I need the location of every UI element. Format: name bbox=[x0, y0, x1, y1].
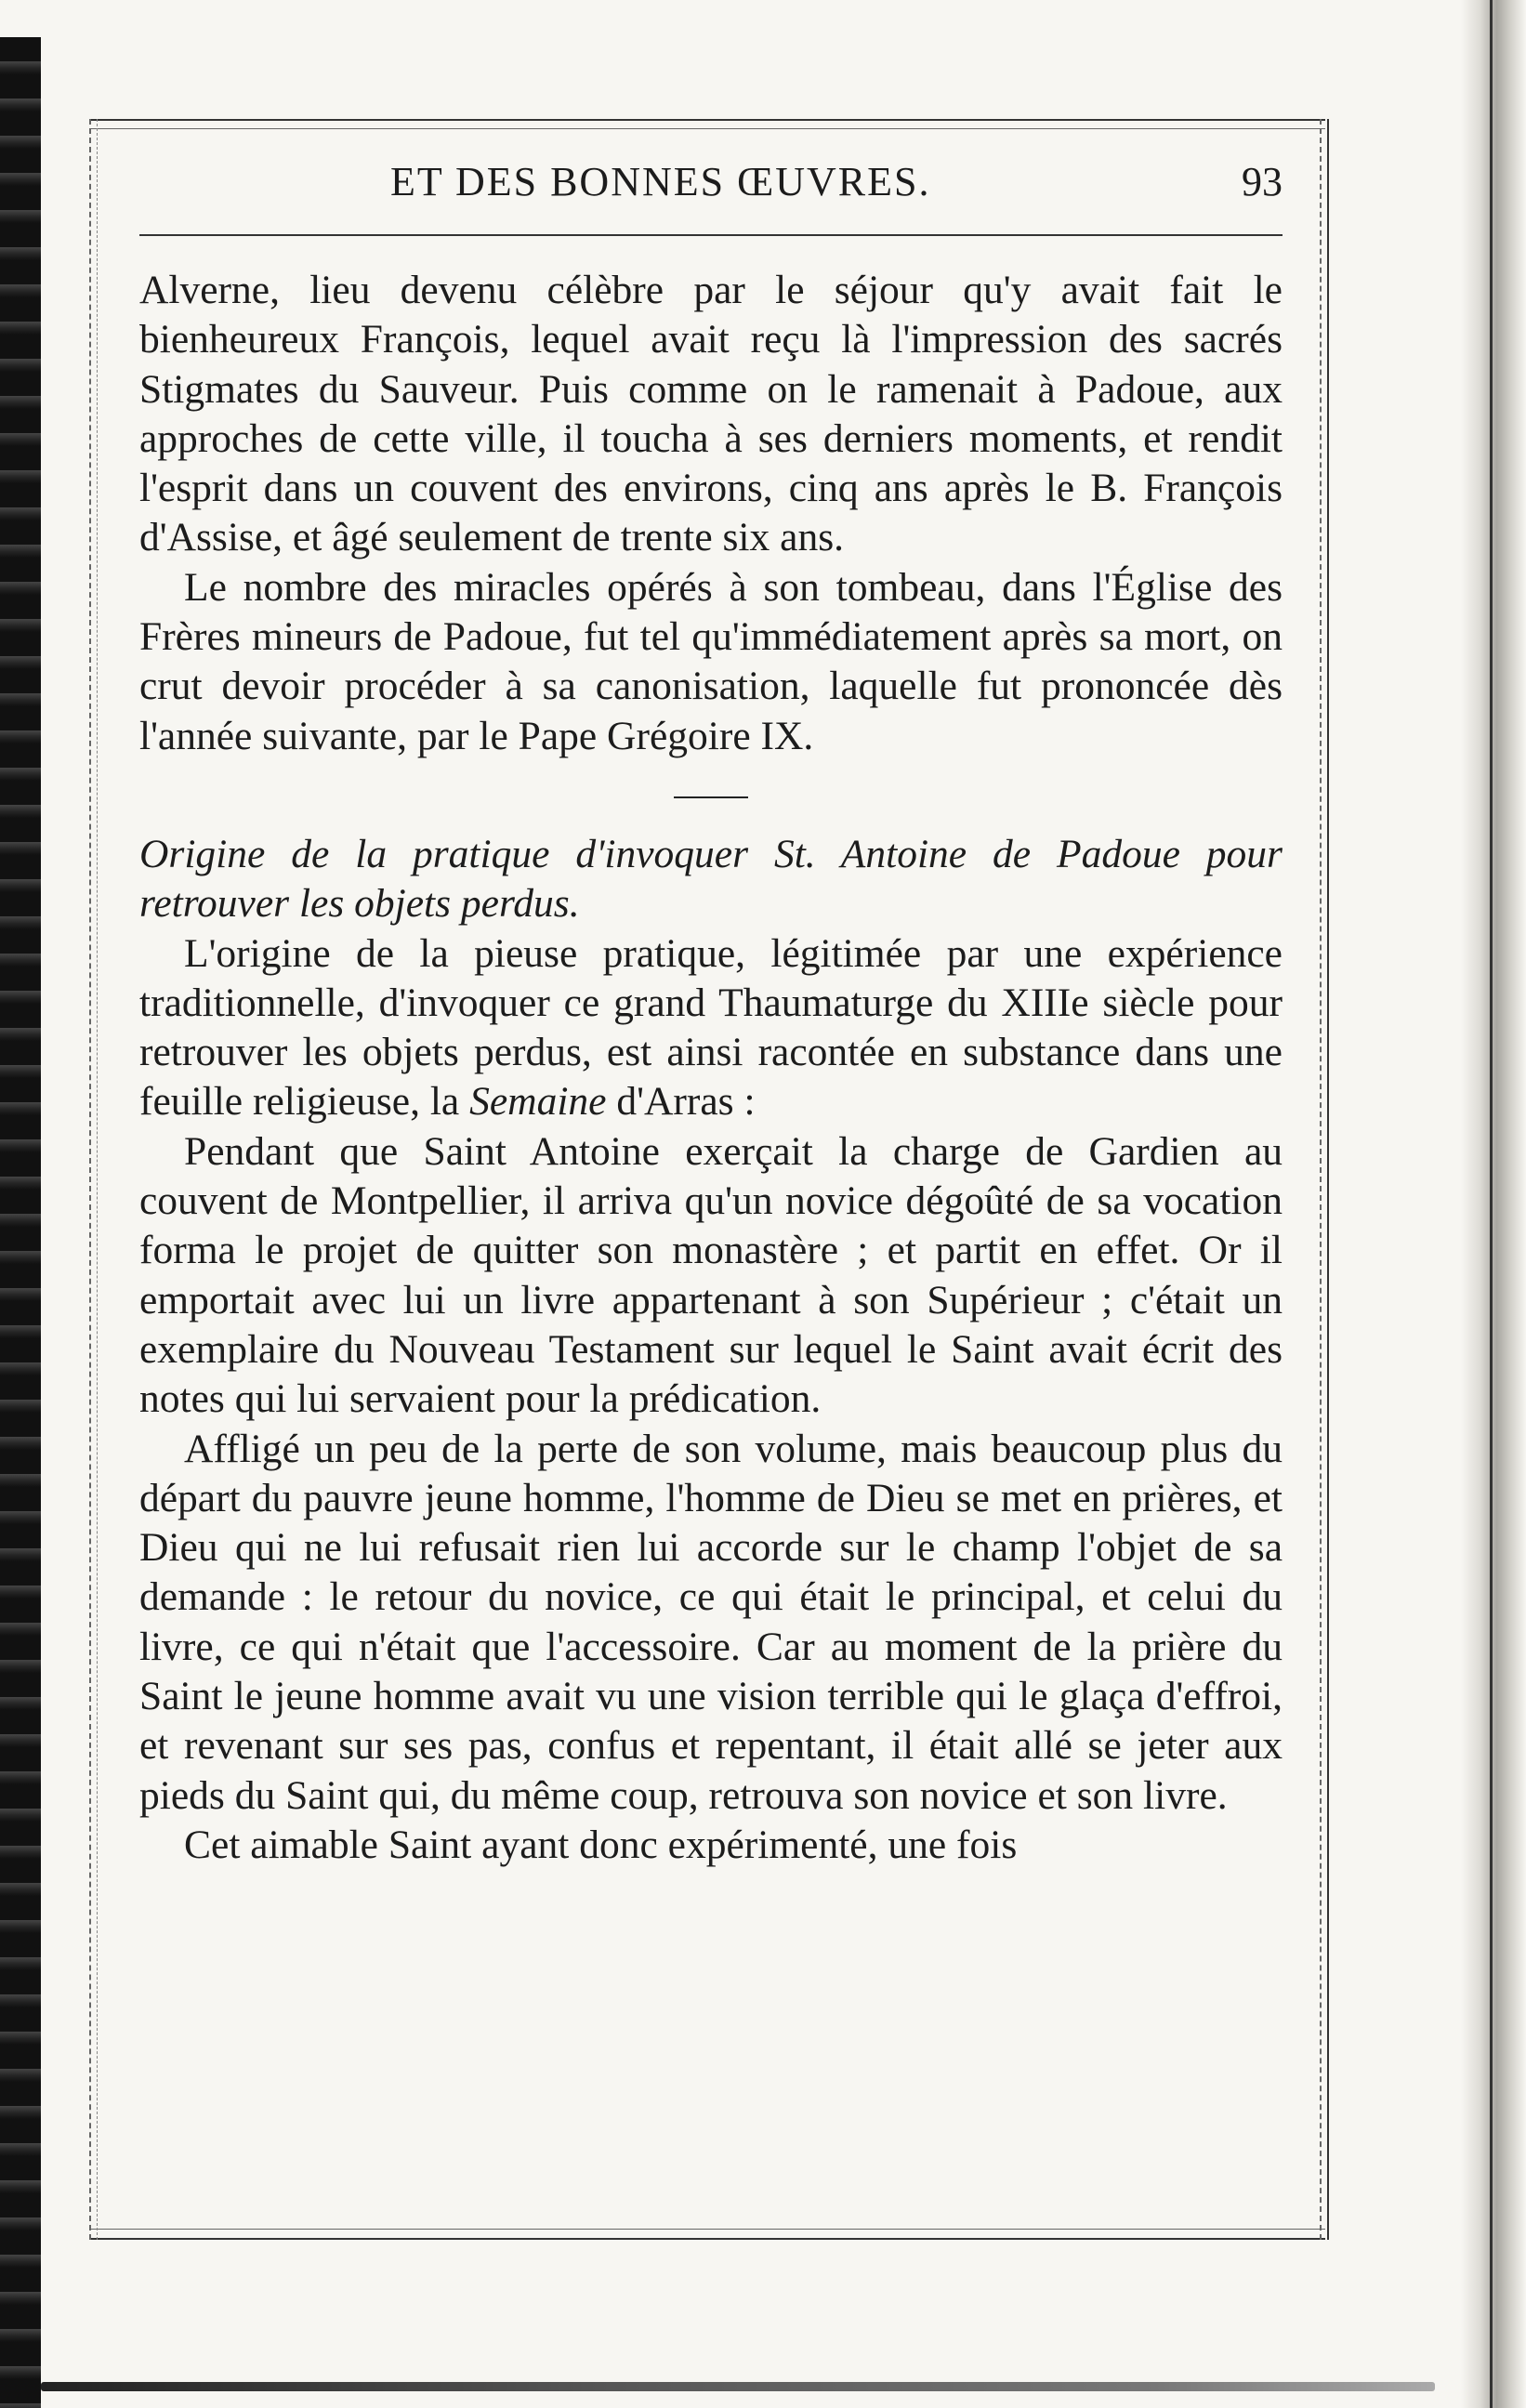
running-title: ET DES BONNES ŒUVRES. bbox=[390, 159, 931, 204]
frame-right-rule bbox=[1327, 119, 1329, 2240]
source-title: Semaine bbox=[469, 1079, 607, 1125]
frame-left-inner-rule bbox=[97, 119, 98, 2240]
scan-edge-line bbox=[1490, 0, 1493, 2408]
page-number: 93 bbox=[1242, 159, 1283, 204]
page-bottom-edge bbox=[41, 2382, 1435, 2391]
page-body bbox=[139, 266, 1283, 1870]
paragraph-3-end: d'Arras : bbox=[606, 1079, 756, 1125]
frame-right-inner-rule bbox=[1320, 119, 1322, 2240]
paragraph-1: Alverne, lieu devenu célèbre par le séjour qu'y avait fait le bienheureux François, lequel avait reçu là l'impression des sacrés Stigmates du Sauveur. Puis comme on le ramenait à Padoue, aux approches de cette ville, il toucha à ses derniers moments, et rendit l'esprit dans un couvent des environs, cinq ans après le B. François d'Assise, et âgé seulement de trente six ans. bbox=[139, 268, 1283, 560]
header-rule bbox=[139, 234, 1283, 236]
section-heading: Origine de la pratique d'invoquer St. Antoine de Padoue pour retrouver les objets perdus. bbox=[139, 831, 1283, 927]
frame-top-rule bbox=[89, 119, 1325, 121]
frame-left-rule bbox=[89, 119, 91, 2240]
frame-top-inner-rule bbox=[89, 128, 1325, 129]
paragraph-3-text: L'origine de la pieuse pratique, légitimée par une expérience traditionnelle, d'invoquer ce grand Thaumaturge du XIIIe siècle pour retrouver les objets perdus, est ainsi racontée en substance dans une feuille religieuse, la bbox=[139, 930, 1283, 1125]
book-spine-edge bbox=[0, 37, 41, 2408]
paragraph-4: Pendant que Saint Antoine exerçait la charge de Gardien au couvent de Montpellier, il arriva qu'un novice dégoûté de sa vocation forma le projet de quitter son monastère ; et partit en effet. Or il emportait avec lui un livre appartenant à son Supérieur ; c'était un exemplaire du Nouveau Testament sur lequel le Saint avait écrit des notes qui lui servaient pour la prédication. bbox=[139, 1128, 1283, 1422]
frame-bottom-inner-rule bbox=[89, 2229, 1325, 2230]
running-head bbox=[139, 158, 1283, 214]
page-edge-shadow bbox=[1461, 0, 1526, 2408]
section-divider bbox=[674, 796, 748, 798]
frame-bottom-rule bbox=[89, 2238, 1325, 2240]
paragraph-5: Affligé un peu de la perte de son volume, mais beaucoup plus du départ du pauvre jeune homme, l'homme de Dieu se met en prières, et Dieu qui ne lui refusait rien lui accorde sur le champ l'objet de sa demande : le retour du novice, ce qui était le principal, et celui du livre, ce qui n'était que l'accessoire. Car au moment de la prière du Saint le jeune homme avait vu une vision terrible qui le glaça d'effroi, et revenant sur ses pas, confus et repentant, il était allé se jeter aux pieds du Saint qui, du même coup, retrouva son novice et son livre. bbox=[139, 1426, 1283, 1818]
paragraph-2: Le nombre des miracles opérés à son tombeau, dans l'Église des Frères mineurs de Padoue, fut tel qu'immédiatement après sa mort, on crut devoir procéder à sa canonisation, laquelle fut prononcée dès l'année suivante, par le Pape Grégoire IX. bbox=[139, 564, 1283, 758]
paragraph-3 bbox=[139, 929, 1283, 1127]
paragraph-6: Cet aimable Saint ayant donc expérimenté, une fois bbox=[184, 1822, 1018, 1867]
